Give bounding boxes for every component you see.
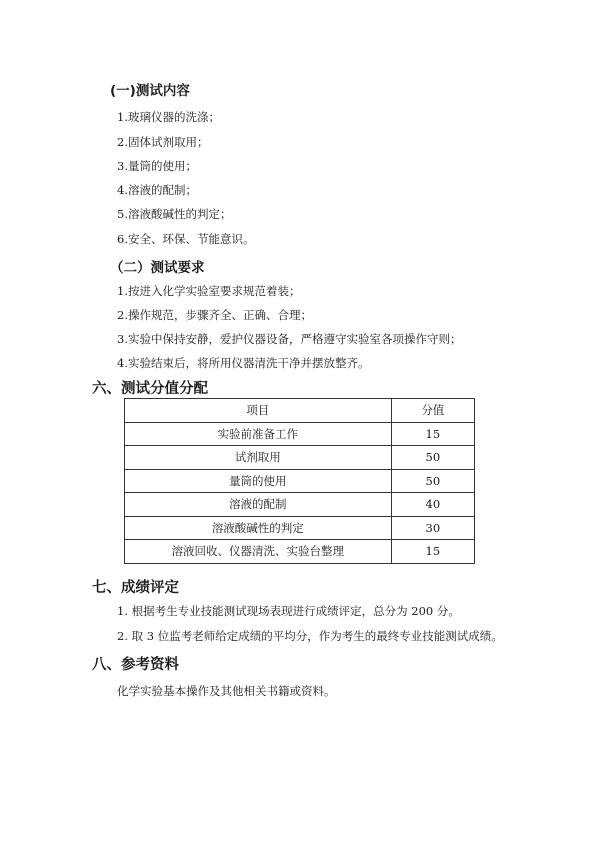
table-row [125, 422, 475, 446]
table-cell-score: 15 [391, 422, 474, 446]
table-header-row [125, 399, 475, 423]
reference-text: 化学实验基本操作及其他相关书籍或资料。 [117, 684, 336, 698]
table-row [125, 516, 475, 540]
table-header-item: 项目 [125, 399, 392, 423]
list-item: 3.量筒的使用； [117, 159, 197, 173]
table-cell-item: 试剂取用 [125, 446, 392, 470]
table-cell-item: 溶液酸碱性的判定 [125, 516, 392, 540]
table-cell-item: 实验前准备工作 [125, 422, 392, 446]
section-test-requirements-title: （二）测试要求 [110, 260, 205, 276]
list-item: 5.溶液酸碱性的判定； [117, 207, 232, 221]
list-item: 3.实验中保持安静，爱护仪器设备，严格遵守实验室各项操作守则； [117, 332, 462, 346]
section-references-title: 八、参考资料 [92, 657, 179, 673]
table-cell-score: 50 [391, 469, 474, 493]
list-item: 2. 取 3 位监考老师给定成绩的平均分，作为考生的最终专业技能测试成绩。 [117, 629, 503, 643]
list-item: 1.玻璃仪器的洗涤； [117, 110, 220, 124]
table-cell-item: 溶液回收、仪器清洗、实验台整理 [125, 540, 392, 564]
table-header-score: 分值 [391, 399, 474, 423]
table-cell-score: 40 [391, 493, 474, 517]
section-grading-title: 七、成绩评定 [92, 580, 179, 596]
list-item: 2.固体试剂取用； [117, 135, 209, 149]
list-item: 1. 根据考生专业技能测试现场表现进行成绩评定，总分为 200 分。 [117, 604, 460, 618]
section-test-content-title: (一)测试内容 [110, 83, 190, 99]
table-cell-score: 15 [391, 540, 474, 564]
table-row [125, 540, 475, 564]
table-cell-item: 溶液的配制 [125, 493, 392, 517]
table-row [125, 493, 475, 517]
list-item: 6.安全、环保、节能意识。 [117, 232, 255, 246]
table-cell-score: 30 [391, 516, 474, 540]
table-row [125, 469, 475, 493]
table-cell-score: 50 [391, 446, 474, 470]
list-item: 1.按进入化学实验室要求规范着装； [117, 284, 301, 298]
list-item: 2.操作规范，步骤齐全、正确、合理； [117, 308, 312, 322]
score-table [124, 398, 475, 564]
section-score-distribution-title: 六、测试分值分配 [92, 381, 208, 397]
table-cell-item: 量筒的使用 [125, 469, 392, 493]
list-item: 4.实验结束后，将所用仪器清洗干净并摆放整齐。 [117, 356, 370, 370]
list-item: 4.溶液的配制； [117, 183, 197, 197]
table-row [125, 446, 475, 470]
